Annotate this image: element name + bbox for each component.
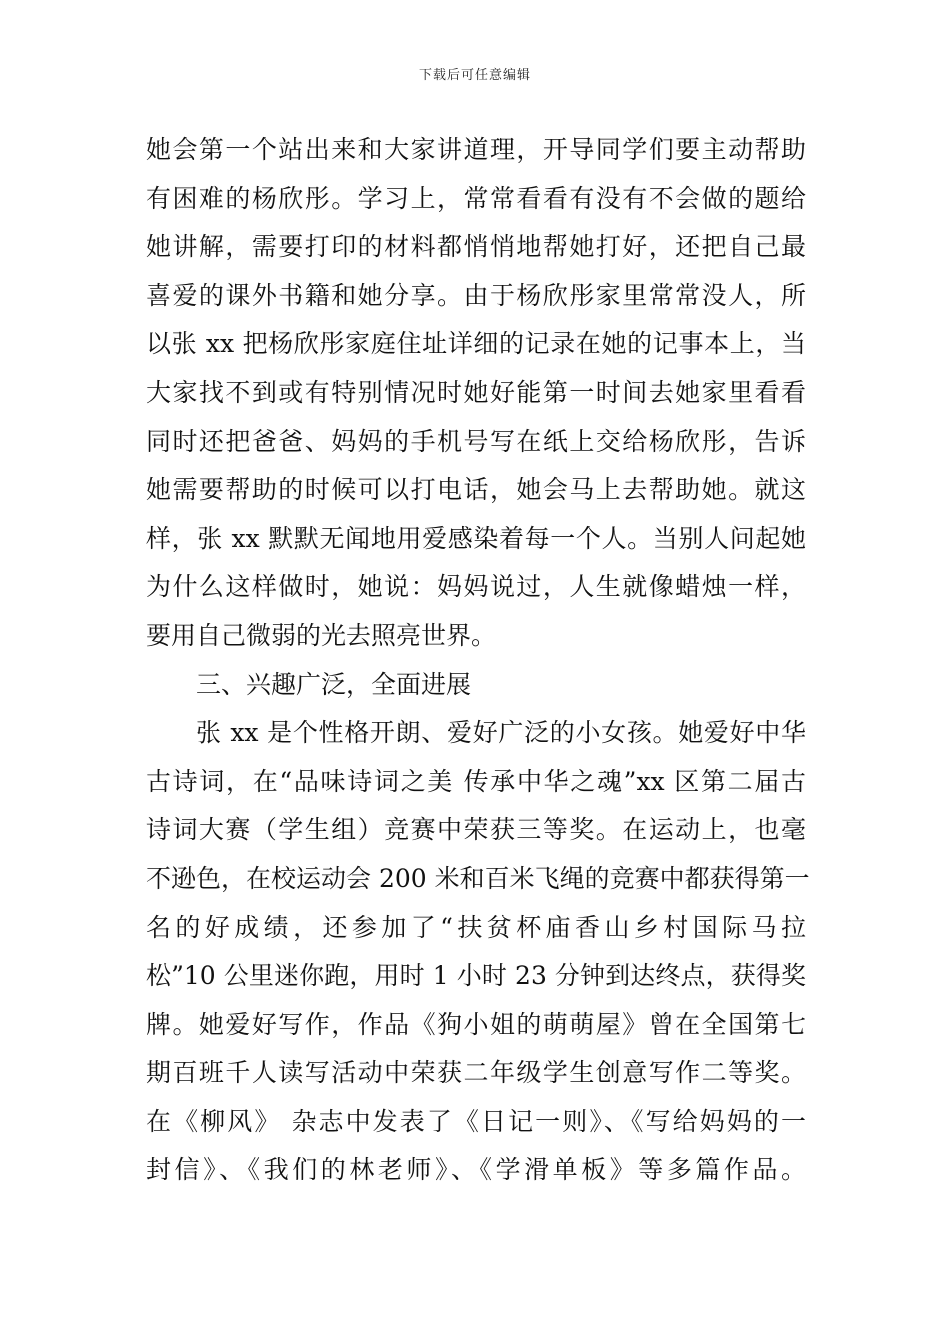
text-line: 她需要帮助的时候可以打电话，她会马上去帮助她。就这 <box>146 475 806 505</box>
text-line: 她会第一个站出来和大家讲道理，开导同学们要主动帮助 <box>146 135 806 164</box>
text-line: 古诗词，在“品味诗词之美 传承中华之魂”xx 区第二届古 <box>146 766 806 796</box>
text-line: 大家找不到或有特别情况时她好能第一时间去她家里看看 <box>146 377 806 407</box>
text-line: 诗词大赛（学生组）竞赛中荣获三等奖。在运动上，也毫 <box>146 815 806 845</box>
text-line: 张 xx 是个性格开朗、爱好广泛的小女孩。她爱好中华 <box>196 718 806 748</box>
text-line: 她讲解，需要打印的材料都悄悄地帮她打好，还把自己最 <box>146 232 806 262</box>
document-body <box>146 126 810 1195</box>
text-line: 不逊色，在校运动会 200 米和百米飞绳的竞赛中都获得第一 <box>146 863 810 893</box>
text-line: 牌。她爱好写作，作品《狗小姐的萌萌屋》曾在全国第七 <box>146 1009 806 1039</box>
text-line: 松”10 公里迷你跑，用时 1 小时 23 分钟到达终点，获得奖 <box>146 961 806 991</box>
text-line: 在《柳风》 杂志中发表了《日记一则》、《写给妈妈的一 <box>146 1106 806 1136</box>
text-line: 要用自己微弱的光去照亮世界。 <box>146 620 497 650</box>
text-line: 以张 xx 把杨欣彤家庭住址详细的记录在她的记事本上，当 <box>146 329 806 359</box>
text-line: 有困难的杨欣彤。学习上，常常看看有没有不会做的题给 <box>146 183 806 213</box>
text-line: 样，张 xx 默默无闻地用爱感染着每一个人。当别人问起她 <box>146 523 806 553</box>
text-line: 为什么这样做时，她说：妈妈说过，人生就像蜡烛一样， <box>146 572 806 602</box>
text-line: 期百班千人读写活动中荣获二年级学生创意写作二等奖。 <box>146 1058 806 1088</box>
page-header: 下载后可任意编辑 <box>418 68 531 83</box>
section-heading: 三、兴趣广泛，全面进展 <box>196 669 472 699</box>
text-line: 同时还把爸爸、妈妈的手机号写在纸上交给杨欣彤，告诉 <box>146 426 806 456</box>
text-line: 喜爱的课外书籍和她分享。由于杨欣彤家里常常没人，所 <box>146 280 806 310</box>
text-line: 名的好成绩，还参加了“扶贫杯庙香山乡村国际马拉 <box>146 912 806 942</box>
text-line: 封信》、《我们的林老师》、《学滑单板》等多篇作品。 <box>146 1155 806 1185</box>
